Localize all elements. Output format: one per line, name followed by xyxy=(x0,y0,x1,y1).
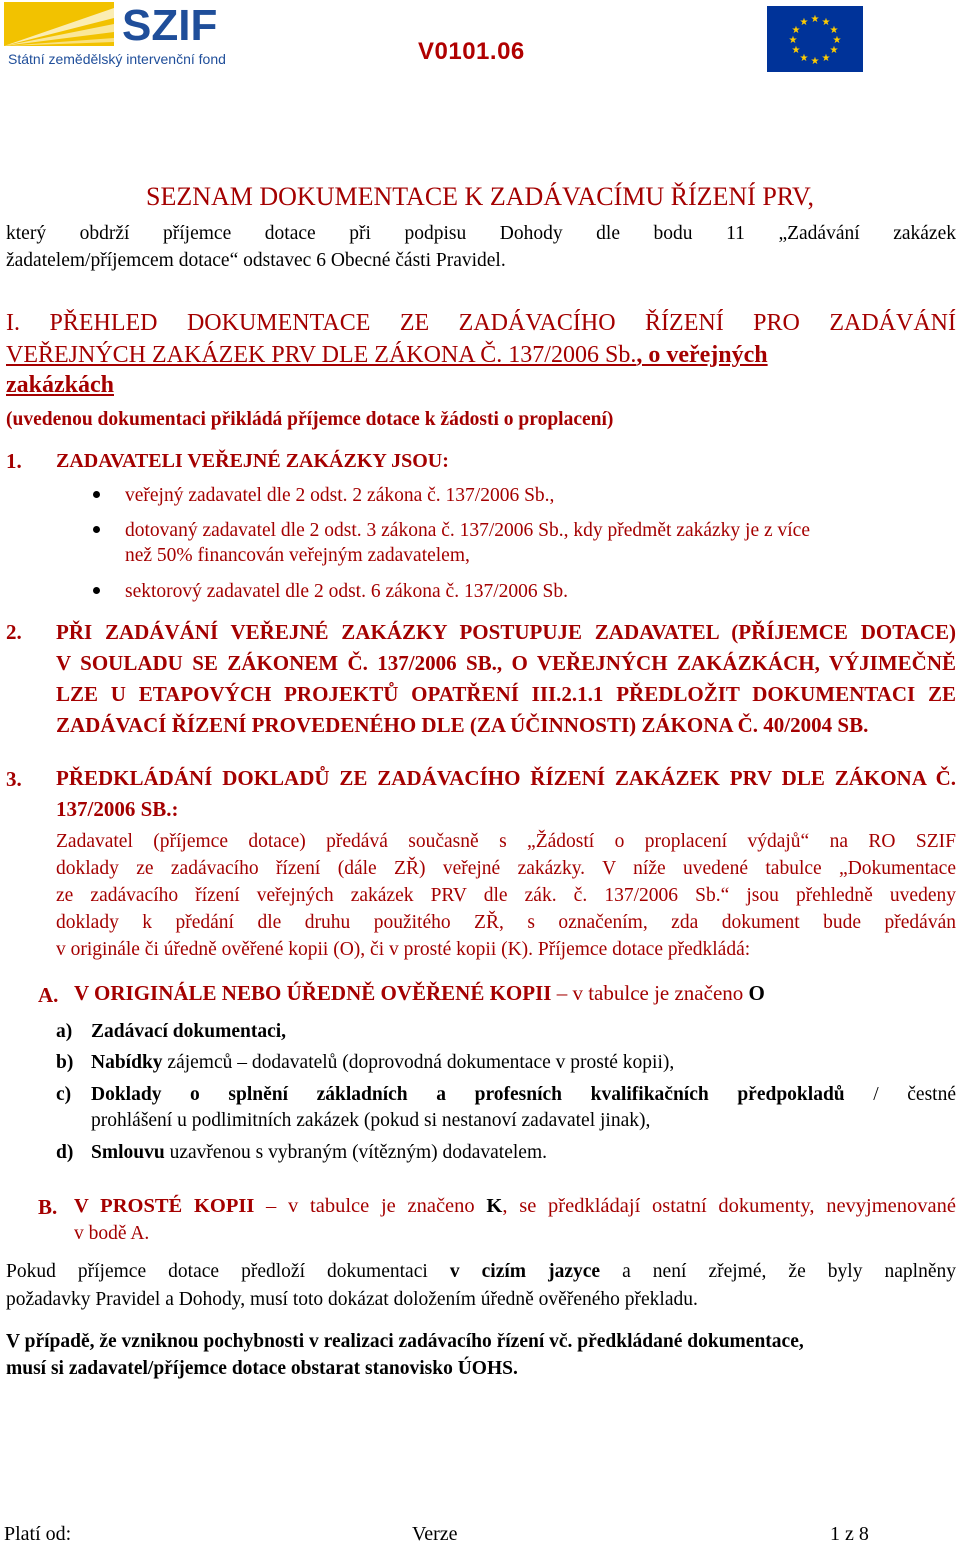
section-a-item-b-rest: zájemců – dodavatelů (doprovodná dokumentace v prosté kopii), xyxy=(162,1052,675,1073)
section-a-letter-b: b) xyxy=(56,1052,74,1073)
section-a-letter-c: c) xyxy=(56,1084,72,1105)
logo-text: SZIF xyxy=(122,2,218,50)
item-3-para-2: doklady ze zadávacího řízení (dále ZŘ) veřejné zakázky. V níže uvedené tabulce „Dokumentace xyxy=(56,858,956,879)
section-a-item-d-bold: Smlouvu xyxy=(91,1142,165,1163)
section-a-label: A. xyxy=(38,983,59,1007)
item-1-number: 1. xyxy=(6,449,22,473)
item-2-line-2: V SOULADU SE ZÁKONEM Č. 137/2006 SB., O VEŘEJNÝCH ZAKÁZKÁCH, VÝJIMEČNĚ xyxy=(56,651,956,675)
item-1-bullet-2-cont: než 50% financován veřejným zadavatelem, xyxy=(125,545,470,566)
section-a-heading xyxy=(74,981,765,1005)
bullet-icon xyxy=(93,587,100,594)
section-i-note: (uvedenou dokumentaci přikládá příjemce dotace k žádosti o proplacení) xyxy=(6,409,614,430)
section-b-rest: , se předkládají ostatní dokumenty, nevyjmenované xyxy=(502,1195,956,1217)
item-2-line-4: ZADÁVACÍ ŘÍZENÍ PROVEDENÉHO DLE (ZA ÚČINNOSTI) ZÁKONA Č. 40/2004 SB. xyxy=(56,713,869,737)
document-title: SEZNAM DOKUMENTACE K ZADÁVACÍMU ŘÍZENÍ PRV, xyxy=(145,182,814,211)
szif-logo xyxy=(4,2,254,70)
section-a-letter-d: d) xyxy=(56,1142,74,1163)
uohs-line-1: V případě, že vzniknou pochybnosti v realizaci zadávacího řízení vč. předkládané dokumentace, xyxy=(6,1331,804,1352)
item-3-line-1: PŘEDKLÁDÁNÍ DOKLADŮ ZE ZADÁVACÍHO ŘÍZENÍ ZAKÁZEK PRV DLE ZÁKONA Č. xyxy=(56,766,956,790)
section-b-suffix: – v tabulce je značeno xyxy=(254,1195,487,1217)
item-1-bullet-3: sektorový zadavatel dle 2 odst. 6 zákona č. 137/2006 Sb. xyxy=(125,581,568,602)
item-3-number: 3. xyxy=(6,767,22,791)
section-b-line-2: v bodě A. xyxy=(74,1223,150,1244)
section-i-law: VEŘEJNÝCH ZAKÁZEK PRV DLE ZÁKONA Č. 137/2006 Sb. xyxy=(6,342,637,368)
section-a-item-c-rest: / čestné xyxy=(844,1084,956,1105)
szif-logo-graphic xyxy=(4,2,254,70)
title-subtext-1: který obdrží příjemce dotace při podpisu Dohody dle bodu 11 „Zadávání zakázek xyxy=(6,223,956,244)
footer-version: Verze xyxy=(412,1523,458,1545)
section-a-item-b-bold: Nabídky xyxy=(91,1052,163,1073)
section-a-letter-a: a) xyxy=(56,1021,73,1042)
item-3-para-1: Zadavatel (příjemce dotace) předává současně s „Žádostí o proplacení výdajů“ na RO SZIF xyxy=(56,831,956,852)
svg-text:★: ★ xyxy=(810,56,820,67)
item-1-heading: ZADAVATELI VEŘEJNÉ ZAKÁZKY JSOU: xyxy=(56,450,449,472)
item-3-para-5: v originále či úředně ověřené kopii (O), či v prosté kopii (K). Příjemce dotace předkládá: xyxy=(56,939,751,960)
section-a-suffix: – v tabulce je značeno xyxy=(551,981,749,1005)
item-3-line-2: 137/2006 SB.: xyxy=(56,797,179,821)
section-a-item-b xyxy=(91,1051,674,1075)
item-2-line-1: PŘI ZADÁVÁNÍ VEŘEJNÉ ZAKÁZKY POSTUPUJE ZADAVATEL (PŘÍJEMCE DOTACE) xyxy=(56,620,956,644)
section-b-label: B. xyxy=(38,1195,58,1219)
item-2-number: 2. xyxy=(6,620,22,644)
bullet-icon xyxy=(93,491,100,498)
title-subtext-2: žadatelem/příjemcem dotace“ odstavec 6 Obecné části Pravidel. xyxy=(6,250,506,271)
section-a-item-d-rest: uzavřenou s vybraným (vítězným) dodavatelem. xyxy=(164,1142,547,1163)
svg-text:★: ★ xyxy=(829,25,839,36)
uohs-line-2: musí si zadavatel/příjemce dotace obstarat stanovisko ÚOHS. xyxy=(6,1358,518,1379)
section-a-item-c xyxy=(91,1083,956,1107)
svg-text:★: ★ xyxy=(791,45,801,56)
eu-flag-icon xyxy=(767,6,863,72)
section-a-item-a xyxy=(91,1020,286,1044)
logo-subtitle: Státní zemědělský intervenční fond xyxy=(8,51,226,67)
section-a-item-c-bold: Doklady o splnění základních a profesních kvalifikačních předpokladů xyxy=(91,1084,845,1105)
document-version: V0101.06 xyxy=(418,38,525,65)
section-b-line-1 xyxy=(74,1194,956,1218)
foreign-c: a není zřejmé, že byly naplněny xyxy=(600,1261,956,1282)
item-1-bullet-1: veřejný zadavatel dle 2 odst. 2 zákona č. 137/2006 Sb., xyxy=(125,485,555,506)
section-a-item-d xyxy=(91,1141,547,1165)
svg-text:★: ★ xyxy=(810,14,820,25)
foreign-a: Pokud příjemce dotace předloží dokumentaci xyxy=(6,1261,450,1282)
section-a-title: V ORIGINÁLE NEBO ÚŘEDNĚ OVĚŘENÉ KOPII xyxy=(74,981,552,1005)
section-i-heading-2 xyxy=(6,342,768,369)
svg-text:★: ★ xyxy=(799,17,809,28)
foreign-b: v cizím jazyce xyxy=(449,1261,601,1282)
footer-valid-from: Platí od: xyxy=(4,1523,72,1545)
section-a-item-c-cont: prohlášení u podlimitních zakázek (pokud si nestanoví zadavatel jinak), xyxy=(91,1110,651,1131)
svg-text:★: ★ xyxy=(791,25,801,36)
item-2-line-3: LZE U ETAPOVÝCH PROJEKTŮ OPATŘENÍ III.2.1.1 PŘEDLOŽIT DOKUMENTACI ZE xyxy=(56,682,956,706)
svg-text:★: ★ xyxy=(829,45,839,56)
foreign-language-line-2: požadavky Pravidel a Dohody, musí toto dokázat doložením úředně ověřeného překladu. xyxy=(6,1289,698,1310)
section-i-law-suffix: , o veřejných xyxy=(636,342,768,368)
section-b-mark: K xyxy=(486,1195,503,1217)
svg-text:★: ★ xyxy=(821,53,831,64)
item-3-para-4: doklady k předání dle druhu použitého ZŘ, s označením, zda dokument bude předáván xyxy=(56,912,956,933)
section-b-title: V PROSTÉ KOPII xyxy=(74,1195,255,1217)
svg-text:★: ★ xyxy=(821,17,831,28)
svg-text:★: ★ xyxy=(832,35,842,46)
section-a-mark: O xyxy=(748,981,765,1005)
section-i-heading-3: zakázkách xyxy=(6,372,114,398)
foreign-language-line-1 xyxy=(6,1260,956,1284)
item-3-para-3: ze zadávacího řízení veřejných zakázek PRV dle zák. č. 137/2006 Sb.“ jsou přehledně uvedeny xyxy=(56,885,956,906)
bullet-icon xyxy=(93,526,100,533)
section-i-heading-1: I. PŘEHLED DOKUMENTACE ZE ZADÁVACÍHO ŘÍZENÍ PRO ZADÁVÁNÍ xyxy=(6,310,956,336)
item-1-bullet-2: dotovaný zadavatel dle 2 odst. 3 zákona č. 137/2006 Sb., kdy předmět zakázky je z více xyxy=(125,520,810,541)
svg-text:★: ★ xyxy=(788,35,798,46)
svg-text:★: ★ xyxy=(799,53,809,64)
section-a-item-a-bold: Zadávací dokumentaci, xyxy=(91,1021,287,1042)
footer-page-number: 1 z 8 xyxy=(830,1523,869,1545)
